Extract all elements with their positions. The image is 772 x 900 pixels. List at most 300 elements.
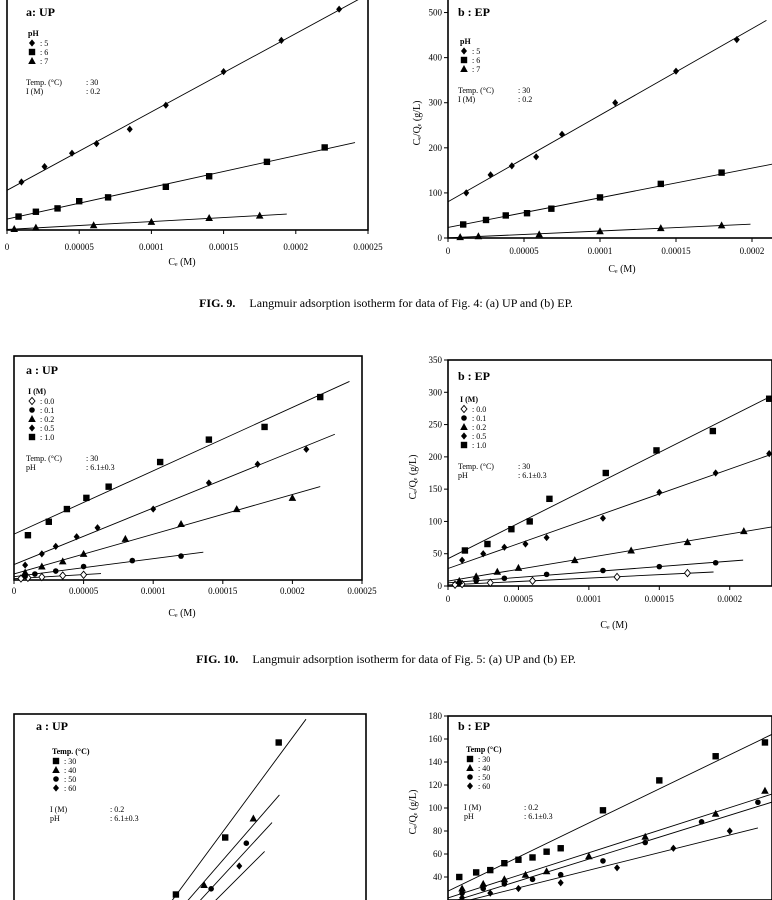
fig10a-data-point: [60, 572, 66, 579]
fig11b-data-point: [456, 874, 462, 880]
fig10b-data-point: [544, 534, 550, 541]
fig11a-data-point: [236, 862, 242, 869]
fig9a-data-point: [206, 173, 212, 179]
fig10a-x-tick-label: 0.0002: [280, 586, 305, 596]
fig10b-data-point: [657, 564, 663, 570]
fig9-caption-text: Langmuir adsorption isotherm for data of Fig. 4: (a) UP and (b) EP.: [249, 296, 573, 310]
fig9b-legend-label: : 5: [472, 47, 481, 56]
fig11a-series-2: [14, 823, 272, 900]
fig11a-legend-label: : 40: [64, 766, 77, 775]
fig11b-data-point: [487, 867, 493, 873]
fig9a-data-point: [321, 144, 327, 150]
fig9-caption: [0, 296, 772, 311]
fig9b-legend-label: : 6: [472, 56, 481, 65]
fig10b-data-point: [684, 569, 690, 576]
fig11b-data-point: [755, 799, 761, 805]
fig11b-legend-marker: [467, 774, 473, 780]
fig10b-legend-marker: [461, 432, 467, 439]
fig10b-y-tick-label: 350: [428, 355, 442, 365]
fig10b-legend-marker: [461, 405, 467, 412]
fig11b-y-tick-label: 60: [433, 849, 442, 859]
fig10a-data-point: [25, 532, 31, 538]
fig10a-data-point: [150, 505, 156, 512]
fig10b-x-axis-label: Cₑ (M): [600, 620, 628, 631]
fig9b-data-point: [509, 162, 515, 169]
fig9b-data-point: [475, 232, 483, 239]
fig11a-fit-line-2: [14, 823, 272, 900]
fig10b-legend-marker: [460, 423, 468, 430]
fig9b-data-point: [524, 210, 530, 216]
fig10a-data-point: [32, 571, 38, 577]
fig11b-legend-label: : 50: [478, 773, 491, 782]
fig10b-condition-label: Temp. (°C): [458, 462, 494, 471]
fig11a-condition-value: : 6.1±0.3: [110, 814, 139, 823]
fig10a-x-tick-label: 0: [11, 586, 17, 596]
fig10a-legend-marker: [29, 397, 35, 404]
fig11a-panel-title: a : UP: [36, 719, 68, 733]
fig11b-data-point: [600, 807, 606, 813]
fig9b-y-axis-label: Cₑ/Qₑ (g/L): [412, 100, 423, 146]
fig10a-data-point: [178, 553, 184, 559]
fig10b-condition-value: : 30: [518, 462, 531, 471]
fig11b-series-3: [448, 827, 758, 900]
fig9b-data-point: [597, 194, 603, 200]
fig11a-data-point: [222, 834, 228, 840]
fig10a-data-point: [64, 506, 70, 512]
fig9b-condition-label: I (M): [458, 95, 476, 104]
fig9a-legend-label: : 7: [40, 57, 49, 66]
fig11b-condition-label: I (M): [464, 803, 482, 812]
fig10b-fit-line-3: [448, 454, 772, 568]
fig9b-legend-title: pH: [460, 37, 471, 46]
fig10b-data-point: [502, 575, 508, 581]
fig9b-x-tick-label: 0: [445, 246, 451, 256]
fig9b-data-point: [559, 131, 565, 138]
fig9a-series-1: [7, 143, 355, 220]
fig11b-y-axis-label: Cₑ/Qₑ (g/L): [408, 789, 419, 835]
fig10a-fit-line-3: [14, 434, 335, 564]
fig10b-legend-label: : 1.0: [472, 441, 487, 450]
fig10b-data-point: [494, 568, 502, 575]
fig11a-legend-marker: [53, 776, 59, 782]
fig9a-legend-label: : 5: [40, 39, 49, 48]
fig10b-data-point: [740, 527, 748, 534]
fig10a-data-point: [157, 459, 163, 465]
fig9b-data-point: [503, 212, 509, 218]
fig9a-panel-title: a: UP: [26, 5, 55, 19]
fig9b-y-tick-label: 500: [428, 7, 442, 18]
fig10a-legend-title: I (M): [28, 387, 46, 396]
fig9b-data-point: [657, 224, 665, 231]
fig11a-legend-label: : 50: [64, 775, 77, 784]
fig11a-legend-title: Temp. (°C): [52, 747, 90, 756]
fig10b-data-point: [530, 577, 536, 584]
fig9a-legend-marker: [29, 39, 35, 46]
fig9b-data-point: [718, 169, 724, 175]
fig9b-y-tick-label: 300: [428, 97, 442, 108]
fig11a-data-point: [250, 815, 258, 822]
fig11b-data-point: [558, 879, 564, 886]
fig10b-x-tick-label: 0.0002: [717, 594, 743, 604]
fig10a-data-point: [95, 524, 101, 531]
fig11b-data-point: [515, 885, 521, 892]
fig10b-y-tick-label: 300: [428, 387, 442, 398]
fig10b-y-tick-label: 150: [428, 484, 442, 495]
fig10b-condition-label: pH: [458, 471, 468, 480]
fig11a-data-point: [244, 840, 250, 846]
fig10-caption-label: FIG. 10.: [196, 652, 239, 666]
fig9b-data-point: [734, 36, 740, 43]
fig11a-condition-value: : 0.2: [110, 805, 125, 814]
fig9b-condition-value: : 0.2: [518, 95, 533, 104]
fig11a-data-point: [276, 739, 282, 745]
fig11a-legend-marker: [52, 766, 60, 773]
fig10b-data-point: [766, 396, 772, 402]
fig11a-legend-label: : 60: [64, 784, 77, 793]
fig10a-data-point: [81, 564, 87, 570]
fig10b-data-point: [713, 469, 719, 476]
fig11b-y-tick-label: 80: [433, 826, 442, 836]
fig9a-x-tick-label: 0.00025: [353, 242, 383, 252]
fig9b-data-point: [658, 181, 664, 187]
fig10a-data-point: [105, 483, 111, 489]
fig11b-legend-label: : 60: [478, 782, 491, 791]
fig10a-condition-label: Temp. (°C): [26, 454, 62, 463]
fig10a-data-point: [53, 543, 59, 550]
fig10b-data-point: [713, 560, 719, 566]
fig11b-condition-value: : 0.2: [524, 803, 539, 812]
fig9b-condition-label: Temp. (°C): [458, 86, 494, 95]
fig10b-data-point: [603, 470, 609, 476]
fig10b-legend-label: : 0.0: [472, 405, 487, 414]
fig10b-series-2: [448, 527, 772, 584]
fig10a-data-point: [39, 550, 45, 557]
fig9a-condition-value: : 0.2: [86, 87, 101, 96]
fig11b-data-point: [727, 827, 733, 834]
fig10b-y-tick-label: 250: [428, 419, 442, 430]
fig11b-data-point: [614, 864, 620, 871]
fig11b-fit-line-3: [448, 828, 758, 900]
fig11b-data-point: [656, 777, 662, 783]
fig10a-series-2: [14, 487, 320, 576]
fig10a-condition-value: : 6.1±0.3: [86, 463, 115, 472]
fig9a-data-point: [127, 126, 133, 133]
fig10b-x-tick-label: 0.0001: [576, 594, 602, 604]
fig10b-plot-frame: [448, 360, 772, 586]
fig10b-legend-marker: [461, 442, 467, 448]
fig10a-legend-marker: [29, 407, 35, 413]
fig10b-y-tick-label: 50: [433, 548, 442, 559]
chart-fig11a-svg: [0, 706, 385, 900]
chart-fig11a: [0, 706, 385, 900]
fig9b-condition-value: : 30: [518, 86, 531, 95]
fig11b-data-point: [712, 753, 718, 759]
chart-fig9b: [400, 0, 772, 280]
fig9a-x-tick-label: 0.0001: [139, 242, 164, 252]
fig10a-x-tick-label: 0.00015: [208, 586, 238, 596]
fig9a-x-tick-label: 0.00005: [64, 242, 94, 252]
fig9b-y-tick-label: 100: [428, 187, 442, 198]
fig9a-data-point: [163, 184, 169, 190]
fig9a-data-point: [32, 224, 40, 231]
fig9a-x-axis-label: Cₑ (M): [168, 257, 196, 268]
fig9b-series-1: [448, 160, 772, 227]
fig10b-series-3: [448, 450, 772, 568]
fig10b-condition-value: : 6.1±0.3: [518, 471, 547, 480]
fig11a-data-point: [208, 886, 214, 892]
fig10a-condition-label: pH: [26, 463, 36, 472]
fig11b-legend-marker: [466, 764, 474, 771]
chart-fig10a: [0, 350, 385, 632]
fig9a-plot-frame: [7, 0, 368, 230]
fig9a-legend-marker: [29, 49, 35, 55]
fig10b-data-point: [462, 547, 468, 553]
fig9b-legend-marker: [461, 47, 467, 54]
fig10a-fit-line-2: [14, 487, 320, 574]
fig11b-series-1: [448, 787, 772, 898]
fig9a-x-tick-label: 0: [4, 242, 10, 252]
fig11a-legend-marker: [53, 758, 59, 764]
fig10b-x-tick-label: 0.00005: [503, 594, 534, 604]
fig10b-data-point: [480, 550, 486, 557]
fig9b-data-point: [673, 68, 679, 75]
fig10b-data-point: [515, 564, 523, 571]
fig10b-legend-label: : 0.5: [472, 432, 487, 441]
fig9a-data-point: [76, 198, 82, 204]
fig10b-data-point: [527, 518, 533, 524]
fig10a-legend-label: : 0.0: [40, 397, 55, 406]
fig10a-panel-title: a : UP: [26, 363, 58, 377]
fig11b-condition-value: : 6.1±0.3: [524, 812, 553, 821]
fig10a-data-point: [130, 558, 136, 564]
fig9b-legend-marker: [460, 65, 468, 72]
fig11b-y-tick-label: 160: [428, 734, 442, 744]
fig10a-data-point: [83, 495, 89, 501]
fig10a-data-point: [53, 568, 59, 574]
fig11b-data-point: [557, 845, 563, 851]
fig9b-data-point: [460, 221, 466, 227]
fig11b-data-point: [642, 840, 648, 846]
fig10b-y-tick-label: 0: [437, 581, 442, 591]
fig10b-x-tick-label: 0: [445, 594, 451, 604]
fig10a-data-point: [81, 571, 87, 578]
chart-fig9a-svg: [0, 0, 385, 268]
fig10a-legend-marker: [29, 434, 35, 440]
chart-fig10a-svg: [0, 350, 385, 632]
fig10a-plot-frame: [14, 356, 362, 580]
fig9a-legend-label: : 6: [40, 48, 49, 57]
fig11b-series-0: [448, 734, 772, 891]
fig9b-legend-label: : 7: [472, 65, 481, 74]
fig10a-data-point: [206, 479, 212, 486]
fig9b-x-tick-label: 0.0002: [739, 246, 765, 256]
fig11a-fit-line-3: [14, 851, 265, 900]
fig11b-y-tick-label: 120: [428, 780, 442, 790]
fig11b-data-point: [515, 857, 521, 863]
fig11b-condition-label: pH: [464, 812, 474, 821]
fig9a-data-point: [264, 159, 270, 165]
fig9a-series-2: [7, 212, 287, 232]
chart-fig11b-svg: [400, 706, 772, 900]
fig10a-legend-label: : 1.0: [40, 433, 55, 442]
fig11a-legend-marker: [53, 784, 59, 791]
fig10b-data-point: [653, 447, 659, 453]
fig11b-fit-line-0: [448, 734, 772, 891]
fig11b-data-point: [529, 854, 535, 860]
fig10a-series-4: [14, 381, 349, 538]
chart-fig10b: [400, 350, 772, 640]
fig9b-data-point: [533, 153, 539, 160]
fig10b-x-tick-label: 0.00015: [644, 594, 674, 604]
fig10a-x-axis-label: Cₑ (M): [168, 608, 196, 619]
fig10a-data-point: [74, 533, 80, 540]
fig9b-legend-marker: [461, 57, 467, 63]
fig10a-legend-label: : 0.2: [40, 415, 55, 424]
fig9b-y-tick-label: 400: [428, 52, 442, 63]
fig11b-data-point: [761, 787, 769, 794]
fig9b-data-point: [483, 217, 489, 223]
fig10a-legend-label: : 0.1: [40, 406, 55, 415]
fig10b-data-point: [614, 573, 620, 580]
fig9a-data-point: [15, 213, 21, 219]
fig11b-series-2: [448, 799, 772, 900]
fig10a-series-3: [14, 434, 335, 568]
fig11b-y-tick-label: 100: [428, 803, 442, 813]
fig9a-condition-label: Temp. (°C): [26, 78, 62, 87]
fig10b-y-axis-label: Cₑ/Qₑ (g/L): [408, 454, 419, 500]
fig9b-x-tick-label: 0.0001: [587, 246, 613, 256]
fig9a-data-point: [105, 194, 111, 200]
fig10b-fit-line-1: [448, 560, 743, 583]
fig10b-data-point: [546, 496, 552, 502]
fig11b-y-tick-label: 40: [433, 872, 442, 882]
fig10a-legend-label: : 0.5: [40, 424, 55, 433]
fig11a-series-3: [14, 851, 265, 900]
fig9a-data-point: [18, 178, 24, 185]
fig10a-x-tick-label: 0.00025: [347, 586, 377, 596]
fig10a-data-point: [22, 561, 28, 568]
fig11a-data-point: [173, 891, 179, 897]
fig11b-data-point: [480, 886, 486, 892]
fig10a-data-point: [261, 424, 267, 430]
fig10a-x-tick-label: 0.0001: [140, 586, 166, 596]
fig11b-legend-label: : 30: [478, 755, 491, 764]
fig10a-condition-value: : 30: [86, 454, 99, 463]
fig10b-legend-marker: [461, 415, 467, 421]
fig9a-data-point: [54, 205, 60, 211]
fig10b-series-4: [448, 396, 772, 559]
fig11b-fit-line-1: [448, 794, 772, 898]
fig9b-data-point: [456, 233, 464, 240]
fig10b-data-point: [600, 568, 606, 574]
fig9a-data-point: [336, 6, 342, 13]
fig9a-x-tick-label: 0.0002: [283, 242, 309, 252]
fig10b-data-point: [710, 428, 716, 434]
fig9a-condition-label: I (M): [26, 87, 44, 96]
fig11b-data-point: [473, 869, 479, 875]
chart-fig10b-svg: [400, 350, 772, 640]
fig11a-condition-label: pH: [50, 814, 60, 823]
fig9a-legend-title: pH: [28, 29, 39, 38]
fig10a-data-point: [317, 394, 323, 400]
fig10a-data-point: [46, 519, 52, 525]
fig10b-data-point: [484, 541, 490, 547]
fig11b-data-point: [699, 819, 705, 825]
chart-fig9a: [0, 0, 385, 268]
fig10a-data-point: [206, 436, 212, 442]
fig9a-legend-marker: [28, 57, 36, 64]
fig9a-x-tick-label: 0.00015: [208, 242, 239, 252]
fig9b-data-point: [548, 205, 554, 211]
fig9b-y-tick-label: 0: [437, 233, 442, 243]
fig10a-legend-marker: [28, 415, 36, 422]
fig10b-data-point: [544, 572, 550, 578]
fig9-caption-label: FIG. 9.: [199, 296, 236, 310]
fig10b-legend-label: : 0.2: [472, 423, 487, 432]
fig9b-panel-title: b : EP: [458, 5, 491, 19]
fig10a-x-tick-label: 0.00005: [68, 586, 99, 596]
fig11b-plot-frame: [448, 716, 772, 900]
fig10b-legend-label: : 0.1: [472, 414, 487, 423]
fig9b-x-tick-label: 0.00005: [509, 246, 539, 256]
fig11b-data-point: [501, 860, 507, 866]
fig10b-fit-line-4: [448, 396, 772, 559]
fig11b-data-point: [600, 858, 606, 864]
fig9b-data-point: [718, 221, 726, 228]
fig10a-legend-marker: [29, 424, 35, 431]
fig10b-y-tick-label: 200: [428, 451, 442, 462]
fig11a-legend-label: : 30: [64, 757, 77, 766]
fig10b-data-point: [600, 515, 606, 522]
fig9b-y-tick-label: 200: [428, 142, 442, 153]
fig10b-y-tick-label: 100: [428, 516, 442, 527]
fig10a-data-point: [122, 535, 130, 542]
fig11b-panel-title: b : EP: [458, 719, 491, 733]
fig11b-data-point: [530, 877, 536, 883]
fig11b-legend-title: Temp (°C): [466, 745, 502, 754]
fig9b-data-point: [488, 171, 494, 178]
fig11b-y-tick-label: 180: [428, 711, 442, 721]
fig9b-x-tick-label: 0.00015: [661, 246, 691, 256]
fig9a-condition-value: : 30: [86, 78, 99, 87]
fig11b-fit-line-2: [448, 802, 772, 900]
fig9a-series-0: [7, 0, 368, 190]
fig10-caption-text: Langmuir adsorption isotherm for data of Fig. 5: (a) UP and (b) EP.: [252, 652, 576, 666]
fig11b-data-point: [762, 739, 768, 745]
fig9a-data-point: [205, 214, 213, 221]
fig10b-data-point: [508, 526, 514, 532]
fig11b-data-point: [502, 881, 508, 887]
fig10a-data-point: [177, 520, 185, 527]
fig10b-panel-title: b : EP: [458, 369, 491, 383]
fig11b-data-point: [543, 849, 549, 855]
fig11a-condition-label: I (M): [50, 805, 68, 814]
fig9b-x-axis-label: Cₑ (M): [608, 264, 636, 275]
fig10-caption: [0, 652, 772, 667]
fig11b-data-point: [670, 845, 676, 852]
fig10a-data-point: [233, 505, 241, 512]
fig9b-plot-frame: [448, 0, 772, 238]
chart-fig9b-svg: [400, 0, 772, 280]
fig11b-legend-label: : 40: [478, 764, 491, 773]
fig11b-legend-marker: [467, 782, 473, 789]
fig11b-legend-marker: [467, 756, 473, 762]
fig9a-data-point: [33, 209, 39, 215]
fig10b-legend-title: I (M): [460, 395, 478, 404]
fig10a-data-point: [38, 563, 46, 570]
chart-fig11b: [400, 706, 772, 900]
fig11b-y-tick-label: 140: [428, 757, 442, 767]
